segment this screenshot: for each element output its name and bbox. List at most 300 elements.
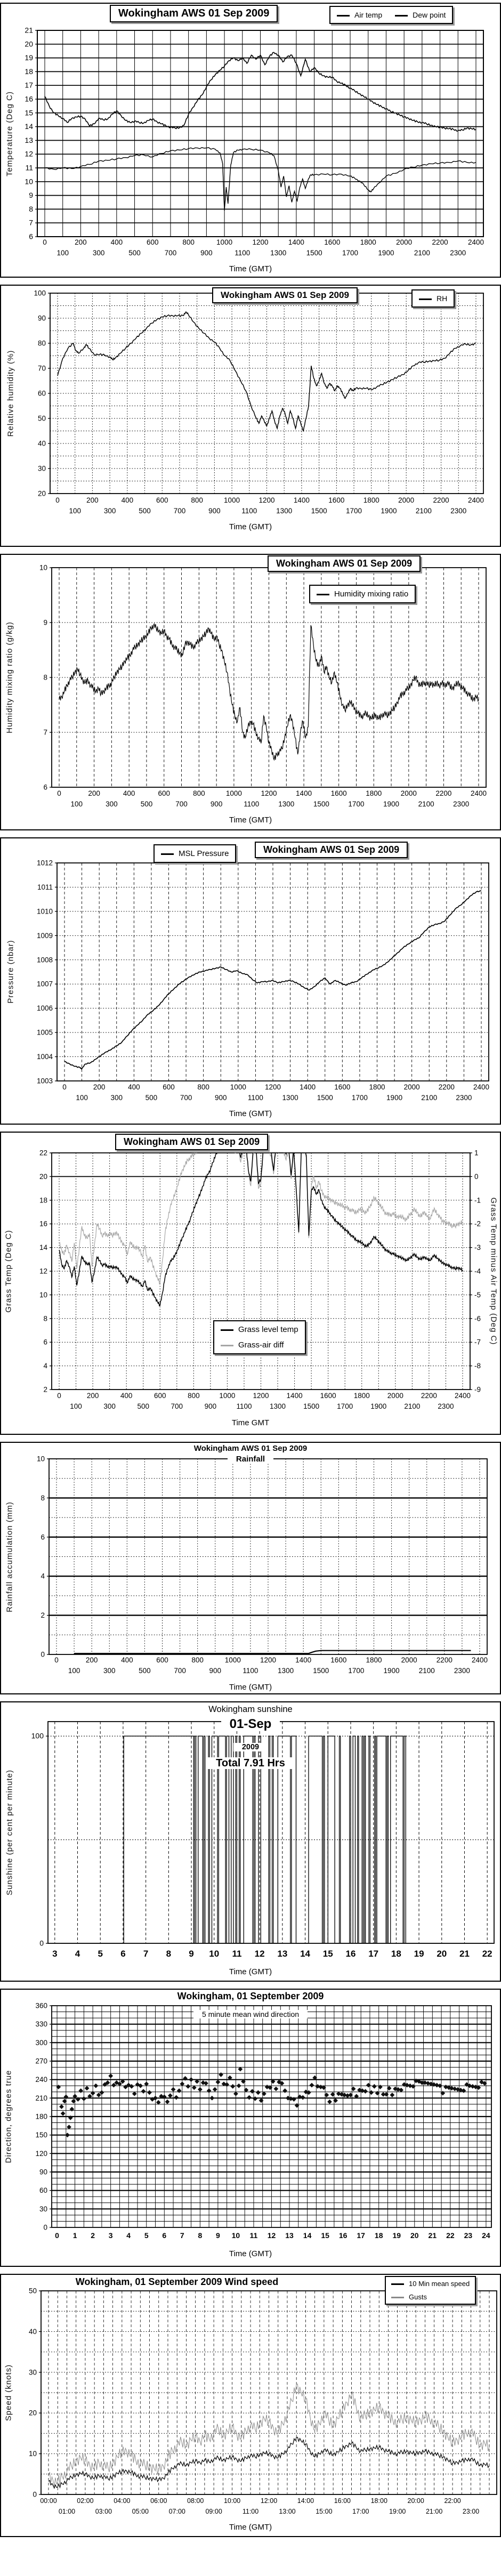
- svg-text:700: 700: [180, 1094, 192, 1102]
- svg-text:1400: 1400: [300, 1083, 316, 1091]
- svg-text:2000: 2000: [398, 496, 415, 504]
- svg-text:1000: 1000: [224, 496, 240, 504]
- svg-text:900: 900: [208, 507, 221, 515]
- svg-text:100: 100: [34, 289, 46, 297]
- svg-text:300: 300: [103, 507, 116, 515]
- svg-text:2300: 2300: [454, 1667, 470, 1675]
- svg-text:6: 6: [41, 1533, 45, 1541]
- x-axis-label: Time (GMT): [229, 522, 272, 531]
- svg-text:60: 60: [37, 389, 46, 398]
- hmr-line-swatch: [317, 594, 329, 595]
- svg-text:360: 360: [35, 2001, 47, 2010]
- chart-date: 01-Sep: [1, 1717, 500, 1732]
- svg-text:700: 700: [173, 507, 186, 515]
- svg-text:1700: 1700: [346, 507, 362, 515]
- svg-text:8: 8: [43, 673, 47, 682]
- svg-text:-4: -4: [474, 1267, 481, 1275]
- svg-text:600: 600: [153, 1392, 166, 1400]
- svg-text:0: 0: [43, 238, 47, 246]
- svg-text:2400: 2400: [471, 1656, 488, 1664]
- svg-text:2200: 2200: [436, 1656, 452, 1664]
- svg-text:2100: 2100: [415, 507, 432, 515]
- svg-text:1011: 1011: [37, 883, 53, 891]
- svg-text:22: 22: [39, 1149, 47, 1157]
- svg-text:40: 40: [37, 439, 46, 448]
- svg-text:14: 14: [25, 122, 33, 131]
- svg-text:600: 600: [146, 238, 159, 246]
- wind-direction-chart-panel: [0, 1989, 501, 2267]
- svg-text:0: 0: [474, 1172, 479, 1181]
- svg-text:10:00: 10:00: [223, 2497, 241, 2505]
- svg-text:1000: 1000: [225, 789, 242, 797]
- svg-text:6: 6: [120, 1949, 126, 1959]
- svg-text:1900: 1900: [378, 249, 394, 257]
- chart-legend: [153, 844, 236, 863]
- svg-text:20: 20: [28, 2409, 37, 2417]
- svg-text:700: 700: [171, 1402, 183, 1410]
- x-axis-label: Time (GMT): [229, 2523, 272, 2532]
- svg-text:1000: 1000: [230, 1083, 246, 1091]
- svg-text:8: 8: [29, 204, 33, 213]
- svg-text:17: 17: [357, 2231, 365, 2240]
- svg-text:-7: -7: [474, 1338, 481, 1346]
- svg-text:90: 90: [39, 2168, 47, 2176]
- svg-text:12: 12: [254, 1949, 265, 1959]
- svg-text:400: 400: [110, 238, 123, 246]
- svg-text:11: 11: [232, 1949, 242, 1959]
- svg-text:1600: 1600: [334, 1083, 351, 1091]
- svg-text:-5: -5: [474, 1290, 481, 1299]
- svg-text:5: 5: [144, 2231, 149, 2240]
- svg-text:1003: 1003: [36, 1077, 53, 1085]
- svg-text:1: 1: [474, 1149, 479, 1157]
- svg-text:22:00: 22:00: [444, 2497, 461, 2505]
- svg-text:2000: 2000: [403, 1083, 420, 1091]
- svg-text:2100: 2100: [404, 1402, 421, 1410]
- svg-text:800: 800: [188, 1392, 200, 1400]
- svg-text:20: 20: [437, 1949, 447, 1959]
- svg-text:20: 20: [410, 2231, 419, 2240]
- svg-text:0: 0: [62, 1083, 67, 1091]
- grass-temp-chart-panel: [0, 1132, 501, 1435]
- svg-text:16: 16: [39, 1220, 47, 1228]
- svg-text:1800: 1800: [353, 1392, 370, 1400]
- svg-text:2100: 2100: [421, 1094, 438, 1102]
- svg-text:300: 300: [103, 1402, 116, 1410]
- svg-text:2100: 2100: [418, 800, 434, 808]
- svg-text:1800: 1800: [366, 789, 382, 797]
- svg-text:0: 0: [57, 1392, 61, 1400]
- svg-text:1005: 1005: [36, 1028, 53, 1037]
- svg-text:1012: 1012: [36, 859, 53, 867]
- svg-text:05:00: 05:00: [132, 2508, 149, 2515]
- svg-text:16: 16: [338, 2231, 348, 2240]
- svg-text:2300: 2300: [456, 1094, 472, 1102]
- svg-text:10: 10: [28, 2450, 37, 2458]
- svg-text:9: 9: [29, 191, 33, 200]
- svg-text:1300: 1300: [278, 1667, 294, 1675]
- grass-temp-line-swatch: [221, 1329, 233, 1331]
- svg-text:3: 3: [108, 2231, 113, 2240]
- svg-text:1004: 1004: [36, 1053, 53, 1061]
- svg-text:8: 8: [43, 1314, 47, 1323]
- legend-item-mean-speed: [391, 2280, 470, 2288]
- svg-text:1200: 1200: [264, 1083, 281, 1091]
- svg-text:14: 14: [303, 2231, 312, 2240]
- svg-text:100: 100: [68, 1667, 80, 1675]
- svg-text:14: 14: [300, 1949, 311, 1959]
- svg-text:1007: 1007: [36, 980, 53, 988]
- svg-text:10: 10: [39, 563, 47, 572]
- svg-text:0: 0: [41, 1650, 45, 1659]
- svg-text:900: 900: [200, 249, 213, 257]
- svg-text:15:00: 15:00: [316, 2508, 333, 2515]
- svg-text:300: 300: [106, 800, 118, 808]
- svg-text:70: 70: [37, 364, 46, 373]
- legend-item-hmr: [317, 590, 408, 599]
- svg-text:1009: 1009: [36, 931, 53, 940]
- svg-text:2400: 2400: [467, 496, 484, 504]
- humidity-mixing-ratio-chart-panel: [0, 554, 501, 830]
- svg-text:12: 12: [39, 1267, 47, 1275]
- svg-text:400: 400: [123, 789, 135, 797]
- svg-text:700: 700: [175, 800, 188, 808]
- svg-text:-2: -2: [474, 1220, 481, 1228]
- legend-label: Dew point: [413, 11, 446, 19]
- svg-text:5: 5: [98, 1949, 103, 1959]
- svg-text:2400: 2400: [467, 238, 484, 246]
- gusts-line-swatch: [391, 2297, 404, 2298]
- svg-text:2300: 2300: [453, 800, 470, 808]
- svg-text:300: 300: [35, 2038, 47, 2047]
- chart-title: Wokingham AWS 01 Sep 2009: [1, 1444, 500, 1453]
- svg-text:1000: 1000: [224, 1656, 241, 1664]
- svg-text:600: 600: [156, 1656, 168, 1664]
- svg-text:1600: 1600: [320, 1392, 336, 1400]
- svg-text:21: 21: [25, 26, 33, 35]
- svg-text:80: 80: [37, 339, 46, 348]
- svg-text:1400: 1400: [288, 238, 304, 246]
- svg-text:17: 17: [368, 1949, 379, 1959]
- svg-text:2000: 2000: [401, 1656, 417, 1664]
- svg-text:1400: 1400: [295, 1656, 312, 1664]
- legend-label: Grass level temp: [238, 1325, 298, 1334]
- svg-text:400: 400: [120, 1392, 133, 1400]
- x-axis-label: Time (GMT): [229, 1967, 272, 1976]
- svg-text:16: 16: [25, 94, 33, 103]
- svg-text:23: 23: [464, 2231, 473, 2240]
- svg-text:100: 100: [76, 1094, 88, 1102]
- svg-text:1000: 1000: [216, 238, 233, 246]
- air-temp-dew-point-plot: [1, 4, 501, 277]
- svg-text:19: 19: [392, 2231, 401, 2240]
- svg-text:400: 400: [121, 1656, 133, 1664]
- svg-text:20:00: 20:00: [407, 2497, 424, 2505]
- svg-text:9: 9: [43, 618, 47, 627]
- svg-text:600: 600: [156, 496, 168, 504]
- humidity-mixing-ratio-plot: [1, 555, 501, 829]
- grass-temp-plot: [1, 1133, 501, 1434]
- svg-text:0: 0: [43, 2223, 47, 2232]
- svg-text:14: 14: [39, 1243, 47, 1252]
- svg-text:1006: 1006: [36, 1004, 53, 1013]
- svg-text:14:00: 14:00: [297, 2497, 314, 2505]
- svg-text:800: 800: [191, 1656, 204, 1664]
- dew-point-line-swatch: [395, 15, 408, 17]
- svg-text:19: 19: [25, 53, 33, 62]
- svg-text:13: 13: [285, 2231, 294, 2240]
- svg-text:1200: 1200: [253, 1392, 269, 1400]
- svg-text:01:00: 01:00: [58, 2508, 76, 2515]
- relative-humidity-plot: [1, 286, 501, 546]
- rainfall-plot: [1, 1443, 501, 1693]
- svg-text:1100: 1100: [243, 1667, 258, 1675]
- y-axis-label: Rainfall accumulation (mm): [5, 1501, 14, 1612]
- svg-text:1300: 1300: [276, 507, 293, 515]
- msl-pressure-plot: [1, 838, 501, 1124]
- chart-legend: [309, 585, 416, 603]
- svg-text:1: 1: [72, 2231, 77, 2240]
- svg-text:13: 13: [277, 1949, 288, 1959]
- svg-text:600: 600: [158, 789, 171, 797]
- svg-text:1300: 1300: [270, 249, 287, 257]
- svg-text:2300: 2300: [438, 1402, 454, 1410]
- legend-item-dew-point: [395, 11, 446, 19]
- svg-text:21: 21: [428, 2231, 437, 2240]
- svg-text:7: 7: [143, 1949, 149, 1959]
- svg-text:1008: 1008: [36, 956, 53, 964]
- svg-text:24: 24: [482, 2231, 490, 2240]
- svg-text:2: 2: [43, 1385, 47, 1394]
- svg-text:0: 0: [55, 2231, 59, 2240]
- svg-text:18:00: 18:00: [370, 2497, 387, 2505]
- svg-text:6: 6: [43, 1338, 47, 1346]
- svg-text:700: 700: [164, 249, 177, 257]
- svg-text:500: 500: [128, 249, 141, 257]
- svg-text:0: 0: [54, 1656, 59, 1664]
- svg-text:19:00: 19:00: [389, 2508, 406, 2515]
- svg-text:9: 9: [189, 1949, 194, 1959]
- chart-subtitle: Rainfall: [1, 1455, 500, 1464]
- svg-text:30: 30: [28, 2368, 37, 2377]
- legend-label: Air temp: [354, 11, 383, 19]
- svg-text:2300: 2300: [450, 507, 467, 515]
- legend-label: Grass-air diff: [238, 1341, 284, 1350]
- svg-text:07:00: 07:00: [168, 2508, 185, 2515]
- svg-text:1300: 1300: [282, 1094, 298, 1102]
- svg-text:11:00: 11:00: [242, 2508, 259, 2515]
- sunshine-chart-panel: [0, 1701, 501, 1982]
- y-axis-label: Humidity mixing ratio (g/kg): [5, 621, 14, 733]
- svg-text:10: 10: [209, 1949, 220, 1959]
- svg-text:1200: 1200: [252, 238, 269, 246]
- svg-text:1100: 1100: [236, 1402, 252, 1410]
- svg-text:23:00: 23:00: [462, 2508, 480, 2515]
- svg-text:8: 8: [41, 1493, 45, 1502]
- svg-text:1600: 1600: [328, 496, 345, 504]
- svg-text:2: 2: [91, 2231, 95, 2240]
- svg-text:19: 19: [414, 1949, 424, 1959]
- svg-text:1700: 1700: [348, 1667, 365, 1675]
- svg-text:11: 11: [249, 2231, 258, 2240]
- svg-text:18: 18: [39, 1196, 47, 1205]
- svg-text:7: 7: [43, 728, 47, 737]
- chart-title: Wokingham, 01 September 2009: [1, 1991, 500, 2002]
- y-axis-label: Sunshine (per cent per minute): [5, 1770, 14, 1895]
- svg-text:1500: 1500: [306, 249, 322, 257]
- svg-text:900: 900: [204, 1402, 217, 1410]
- svg-text:02:00: 02:00: [77, 2497, 94, 2505]
- svg-text:1300: 1300: [270, 1402, 286, 1410]
- grass-air-diff-line-swatch: [221, 1345, 233, 1346]
- svg-text:20: 20: [39, 1172, 47, 1181]
- rh-line-swatch: [419, 298, 432, 300]
- svg-text:60: 60: [39, 2186, 47, 2195]
- svg-text:1800: 1800: [366, 1656, 382, 1664]
- svg-text:800: 800: [191, 496, 203, 504]
- svg-text:1900: 1900: [383, 1667, 400, 1675]
- svg-text:1500: 1500: [313, 1667, 329, 1675]
- wind-speed-plot: [1, 2275, 501, 2536]
- svg-text:10: 10: [39, 1290, 47, 1299]
- svg-text:-1: -1: [474, 1196, 481, 1205]
- svg-text:09:00: 09:00: [205, 2508, 222, 2515]
- svg-text:20: 20: [37, 489, 46, 498]
- svg-text:600: 600: [163, 1083, 175, 1091]
- air-temp-line-swatch: [337, 15, 350, 17]
- svg-text:1600: 1600: [324, 238, 341, 246]
- x-axis-label: Time (GMT): [229, 1683, 272, 1692]
- svg-text:4: 4: [75, 1949, 80, 1959]
- svg-text:1500: 1500: [313, 800, 329, 808]
- right-y-axis-label: Grass Temp minus Air Temp (Deg C): [489, 1197, 498, 1345]
- svg-text:20: 20: [25, 39, 33, 49]
- svg-text:200: 200: [93, 1083, 106, 1091]
- legend-item-grass-level-temp: [221, 1325, 298, 1334]
- svg-text:22: 22: [482, 1949, 492, 1959]
- x-axis-label: Time (GMT): [229, 264, 272, 273]
- svg-text:2000: 2000: [400, 789, 417, 797]
- svg-text:18: 18: [25, 67, 33, 76]
- x-axis-label: Time (GMT): [229, 815, 272, 825]
- svg-text:00:00: 00:00: [40, 2497, 57, 2505]
- svg-text:7: 7: [180, 2231, 184, 2240]
- svg-text:-6: -6: [474, 1314, 481, 1323]
- svg-text:03:00: 03:00: [95, 2508, 112, 2515]
- svg-text:11: 11: [25, 163, 33, 172]
- svg-text:30: 30: [37, 464, 46, 473]
- svg-text:1500: 1500: [311, 507, 327, 515]
- x-axis-label: Time (GMT): [229, 1109, 272, 1118]
- svg-text:16: 16: [345, 1949, 356, 1959]
- x-axis-label: Time GMT: [231, 1418, 270, 1427]
- svg-text:04:00: 04:00: [114, 2497, 131, 2505]
- svg-text:150: 150: [35, 2131, 47, 2139]
- svg-text:13:00: 13:00: [279, 2508, 296, 2515]
- svg-text:15: 15: [322, 1949, 333, 1959]
- svg-text:1700: 1700: [348, 800, 365, 808]
- svg-text:12:00: 12:00: [260, 2497, 278, 2505]
- svg-text:1100: 1100: [235, 249, 250, 257]
- svg-text:15: 15: [25, 108, 33, 117]
- y-axis-label: Direction, degrees true: [4, 2070, 13, 2163]
- svg-text:100: 100: [69, 507, 81, 515]
- svg-text:-9: -9: [474, 1385, 481, 1394]
- y-axis-label: Relative humidity (%): [6, 350, 15, 437]
- svg-text:1700: 1700: [342, 249, 359, 257]
- chart-year: 2009: [1, 1743, 500, 1751]
- svg-text:7: 7: [29, 218, 33, 227]
- chart-title: Wokingham sunshine: [1, 1705, 500, 1715]
- svg-text:2000: 2000: [396, 238, 413, 246]
- svg-text:0: 0: [33, 2490, 37, 2499]
- svg-text:500: 500: [145, 1094, 158, 1102]
- svg-text:1400: 1400: [293, 496, 310, 504]
- mean-speed-line-swatch: [391, 2283, 404, 2285]
- svg-text:9: 9: [215, 2231, 220, 2240]
- svg-text:100: 100: [70, 800, 83, 808]
- svg-text:40: 40: [28, 2327, 37, 2336]
- chart-legend: [213, 1320, 306, 1354]
- svg-text:1600: 1600: [330, 789, 347, 797]
- svg-text:2200: 2200: [421, 1392, 437, 1400]
- svg-text:200: 200: [86, 1392, 99, 1400]
- svg-text:100: 100: [70, 1402, 82, 1410]
- svg-text:240: 240: [35, 2076, 47, 2084]
- chart-legend: [329, 6, 453, 24]
- svg-text:100: 100: [56, 249, 69, 257]
- svg-text:500: 500: [139, 507, 151, 515]
- air-temp-dew-point-chart-panel: [0, 3, 501, 278]
- svg-text:400: 400: [128, 1083, 140, 1091]
- svg-text:500: 500: [140, 800, 153, 808]
- svg-text:270: 270: [35, 2057, 47, 2065]
- chart-subtitle: 5 minute mean wind direction: [1, 2010, 500, 2018]
- svg-text:06:00: 06:00: [150, 2497, 167, 2505]
- svg-text:100: 100: [31, 1731, 44, 1740]
- svg-text:50: 50: [28, 2287, 37, 2295]
- svg-text:2300: 2300: [450, 249, 466, 257]
- svg-text:300: 300: [110, 1094, 123, 1102]
- svg-text:90: 90: [37, 314, 46, 322]
- y-axis-label: Speed (knots): [4, 2364, 13, 2421]
- svg-text:800: 800: [182, 238, 195, 246]
- svg-text:18: 18: [374, 2231, 383, 2240]
- y-axis-label: Grass Temp (Deg C): [4, 1230, 13, 1313]
- svg-text:1200: 1200: [260, 1656, 277, 1664]
- svg-text:17:00: 17:00: [352, 2508, 369, 2515]
- chart-legend: [411, 289, 455, 308]
- svg-text:17: 17: [25, 80, 33, 90]
- sunshine-total: Total 7.91 Hrs: [1, 1757, 500, 1770]
- svg-text:18: 18: [391, 1949, 401, 1959]
- svg-text:2100: 2100: [414, 249, 430, 257]
- svg-text:1700: 1700: [337, 1402, 353, 1410]
- svg-text:200: 200: [85, 1656, 98, 1664]
- svg-text:16:00: 16:00: [334, 2497, 351, 2505]
- msl-pressure-line-swatch: [161, 853, 174, 855]
- svg-text:1900: 1900: [381, 507, 397, 515]
- svg-text:2400: 2400: [473, 1083, 490, 1091]
- svg-text:210: 210: [35, 2094, 47, 2102]
- svg-text:2200: 2200: [432, 238, 448, 246]
- svg-text:1800: 1800: [369, 1083, 385, 1091]
- svg-text:21: 21: [459, 1949, 470, 1959]
- svg-text:1900: 1900: [370, 1402, 387, 1410]
- svg-text:4: 4: [126, 2231, 131, 2240]
- chart-title: Wokingham AWS 01 Sep 2009: [268, 555, 421, 572]
- svg-text:-3: -3: [474, 1243, 481, 1252]
